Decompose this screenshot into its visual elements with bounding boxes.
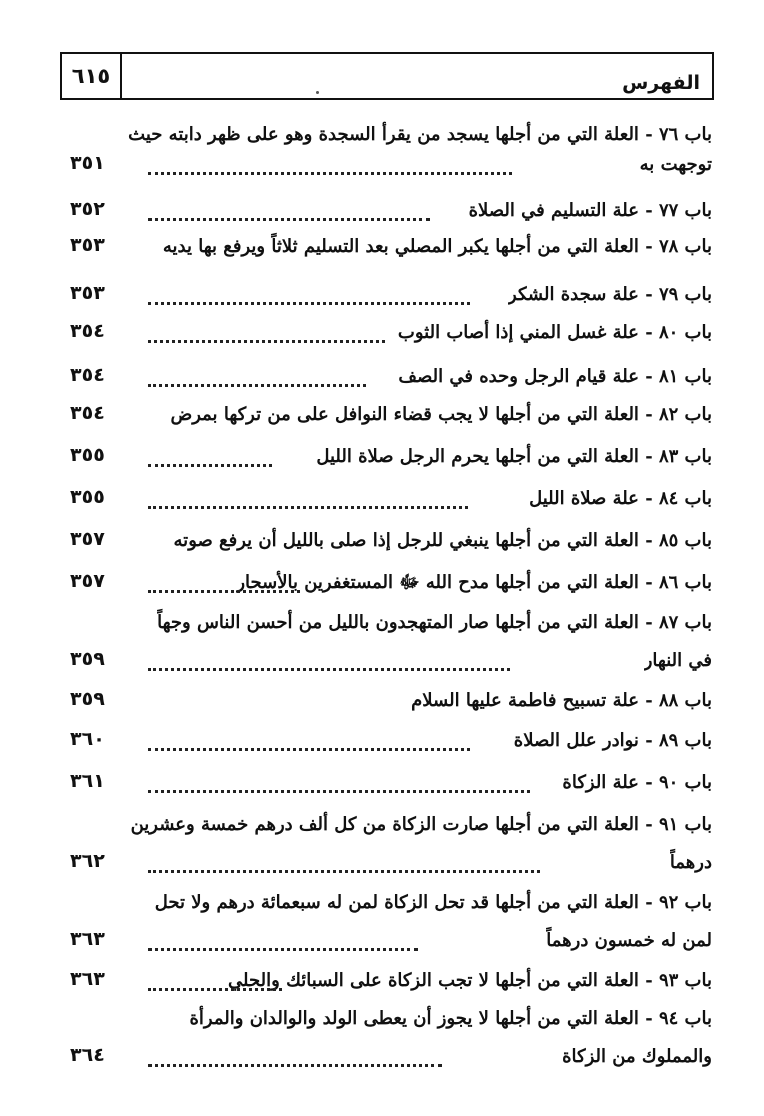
toc-entry-title xyxy=(155,888,712,918)
toc-page-number: ٣٦٠ xyxy=(70,728,105,750)
toc-entry-text: باب ٨٠ - علة غسل المني إذا أصاب الثوب xyxy=(397,322,712,343)
dot-leader xyxy=(148,728,470,751)
toc-page-number: ٣٥٧ xyxy=(70,570,105,592)
toc-entry-title xyxy=(170,400,712,430)
dot-leader xyxy=(148,648,510,671)
dot-leader xyxy=(148,770,530,793)
toc-page-number: ٣٥١ xyxy=(70,152,105,174)
toc-entry-title xyxy=(189,1004,712,1034)
toc-page-number: ٣٥٥ xyxy=(70,444,105,466)
toc-entry-text: درهماً xyxy=(669,852,712,873)
toc-entry-title xyxy=(316,442,712,472)
toc-page-number: ٣٥٢ xyxy=(70,198,105,220)
toc-entry-text: لمن له خمسون درهماً xyxy=(546,930,712,951)
toc-entry-title xyxy=(529,484,712,514)
toc-page-number: ٣٦٣ xyxy=(70,928,105,950)
toc-entry-text: باب ٧٦ - العلة التي من أجلها يسجد من يقرأ السجدة وهو على ظهر دابته حيث xyxy=(128,124,712,145)
dot-leader xyxy=(148,444,272,467)
toc-entry-continuation xyxy=(644,646,712,676)
dot-leader xyxy=(148,968,282,991)
dot-leader xyxy=(148,320,385,343)
toc-entry-continuation xyxy=(640,150,712,180)
toc-page-number: ٣٦٣ xyxy=(70,968,105,990)
dot-leader xyxy=(148,570,300,593)
toc-entry-title xyxy=(236,568,712,598)
toc-page-number: ٣٦١ xyxy=(70,770,105,792)
toc-entry-text: باب ٨٩ - نوادر علل الصلاة xyxy=(513,730,712,751)
toc-page-number: ٣٥٥ xyxy=(70,486,105,508)
toc-entry-text: باب ٩٢ - العلة التي من أجلها قد تحل الزكاة لمن له سبعمائة درهم ولا تحل xyxy=(154,892,712,913)
toc-entry-title xyxy=(469,196,712,226)
toc-entry-text: باب ٩٣ - العلة التي من أجلها لا تجب الزكاة على السبائك والحلي xyxy=(228,970,712,991)
toc-page-number: ٣٥٩ xyxy=(70,648,105,670)
dot-leader xyxy=(148,198,430,221)
toc-page-number: ٣٥٤ xyxy=(70,364,105,386)
dot-leader xyxy=(148,364,366,387)
toc-entry-text: توجهت به xyxy=(639,154,712,175)
toc-entry-text: باب ٨٥ - العلة التي من أجلها ينبغي للرجل إذا صلى بالليل أن يرفع صوته xyxy=(173,530,712,551)
toc-entry-title xyxy=(163,232,712,262)
toc-entry-continuation xyxy=(562,1042,712,1072)
toc-entry-text: باب ٩١ - العلة التي من أجلها صارت الزكاة من كل ألف درهم خمسة وعشرين xyxy=(130,814,712,835)
toc-entry-text: باب ٩٠ - علة الزكاة xyxy=(562,772,712,793)
toc-entry-title xyxy=(131,810,712,840)
toc-entry-continuation xyxy=(546,926,712,956)
toc-entry-title xyxy=(562,768,712,798)
toc-entry-text: باب ٨٤ - علة صلاة الليل xyxy=(529,488,712,509)
dot-leader xyxy=(148,928,418,951)
dot-leader xyxy=(148,486,468,509)
toc-entry-title xyxy=(157,608,712,638)
toc-page-number: ٣٥٤ xyxy=(70,402,105,424)
toc-page-number: ٣٥٣ xyxy=(70,282,105,304)
toc-entry-continuation xyxy=(670,848,712,878)
toc-entry-text: والمملوك من الزكاة xyxy=(562,1046,712,1067)
toc-page-number: ٣٥٧ xyxy=(70,528,105,550)
toc-entry-text: باب ٨٨ - علة تسبيح فاطمة عليها السلام xyxy=(411,690,712,711)
toc-entry-text: باب ٨٢ - العلة التي من أجلها لا يجب قضاء النوافل على من تركها بمرض xyxy=(170,404,712,425)
toc-entry-title xyxy=(398,318,712,348)
toc-page-number: ٣٥٤ xyxy=(70,320,105,342)
toc-page-number: ٣٦٢ xyxy=(70,850,105,872)
toc-entry-text: باب ٩٤ - العلة التي من أجلها لا يجوز أن يعطى الولد والوالدان والمرأة xyxy=(189,1008,712,1029)
page-number: ٦١٥ xyxy=(62,54,122,98)
page-title: الفهرس xyxy=(622,72,700,94)
toc-entry-title xyxy=(174,526,712,556)
dot-leader xyxy=(148,282,470,305)
dot-leader xyxy=(148,1044,442,1067)
toc-entry-text: باب ٨٧ - العلة التي من أجلها صار المتهجدون بالليل من أحسن الناس وجهاً xyxy=(157,612,712,633)
toc-page-number: ٣٥٣ xyxy=(70,234,105,256)
toc-page-number: ٣٥٩ xyxy=(70,688,105,710)
toc-entry-text: باب ٧٩ - علة سجدة الشكر xyxy=(508,284,712,305)
toc-entry-text: باب ٧٨ - العلة التي من أجلها يكبر المصلي بعد التسليم ثلاثاً ويرفع بها يديه xyxy=(162,236,712,257)
toc-entry-text: باب ٨١ - علة قيام الرجل وحده في الصف xyxy=(398,366,712,387)
toc-entry-text: باب ٨٣ - العلة التي من أجلها يحرم الرجل صلاة الليل xyxy=(316,446,712,467)
toc-entry-title xyxy=(411,686,712,716)
dot-leader xyxy=(148,850,540,873)
toc-entry-title xyxy=(508,280,712,310)
toc-page-number: ٣٦٤ xyxy=(70,1044,105,1066)
toc-entry-title xyxy=(514,726,712,756)
toc-entry-title xyxy=(128,120,712,150)
toc-entry-text: في النهار xyxy=(643,650,712,671)
toc-entry-title xyxy=(398,362,712,392)
toc-entry-text: باب ٨٦ - العلة التي من أجلها مدح الله ﷻ المستغفرين بالأسحار xyxy=(236,572,712,593)
toc-entry-title xyxy=(228,966,712,996)
dot-leader xyxy=(148,152,512,175)
toc-entry-text: باب ٧٧ - علة التسليم في الصلاة xyxy=(468,200,712,221)
